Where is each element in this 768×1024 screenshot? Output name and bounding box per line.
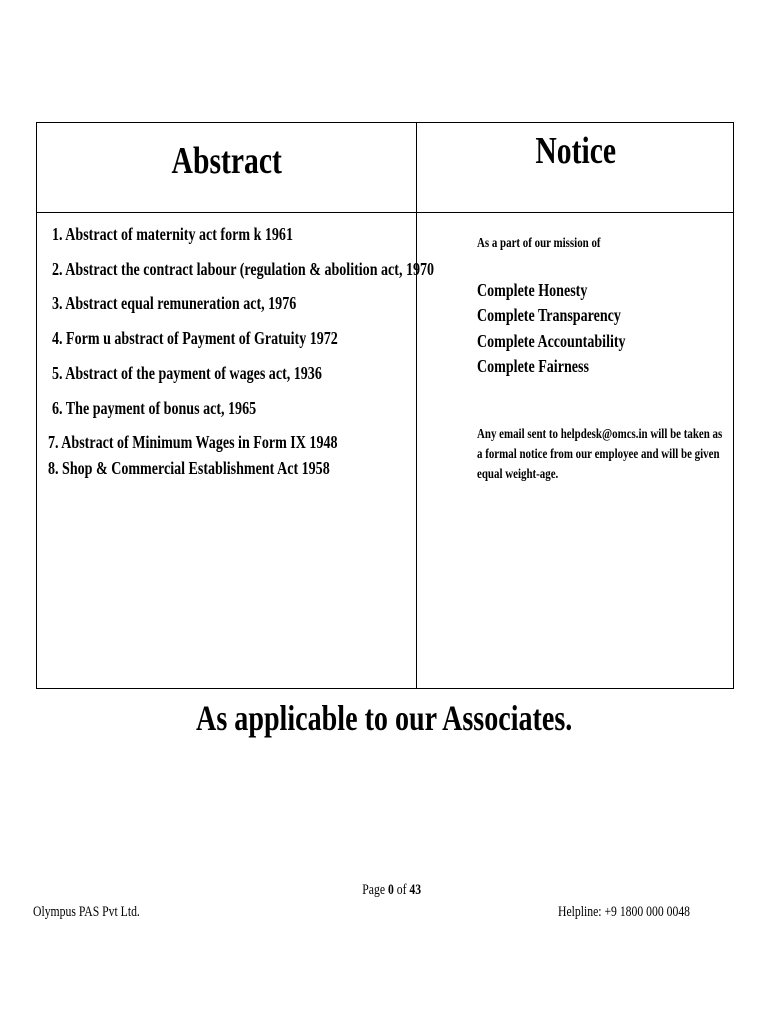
notice-value: Complete Fairness	[477, 356, 589, 376]
column-divider	[416, 123, 417, 688]
associates-tagline: As applicable to our Associates.	[195, 698, 573, 738]
page-of: of	[397, 882, 407, 898]
header-divider	[37, 212, 733, 213]
email-notice-text: Any email sent to helpdesk@omcs.in will be taken as a formal notice from our employee and will be given equal weight-age.	[477, 427, 723, 482]
notice-heading: Notice	[535, 130, 616, 172]
abstract-heading: Abstract	[171, 140, 282, 182]
page-number	[0, 880, 768, 900]
notice-value: Complete Honesty	[477, 280, 588, 300]
page-total: 43	[409, 882, 422, 898]
abstract-item: 8. Shop & Commercial Establishment Act 1958	[48, 458, 330, 478]
abstract-item: 2. Abstract the contract labour (regulation & abolition act, 1970	[52, 259, 435, 279]
abstract-item: 4. Form u abstract of Payment of Gratuity 1972	[52, 328, 338, 348]
abstract-item: 5. Abstract of the payment of wages act, 1936	[52, 363, 322, 383]
notice-value: Complete Transparency	[477, 305, 621, 325]
page-current: 0	[388, 882, 395, 898]
abstract-item: 3. Abstract equal remuneration act, 1976	[52, 293, 297, 313]
abstract-item: 6. The payment of bonus act, 1965	[52, 398, 257, 418]
notice-value: Complete Accountability	[477, 331, 626, 351]
page-prefix: Page	[362, 882, 386, 898]
helpline-number: Helpline: +9 1800 000 0048	[558, 904, 691, 920]
company-name: Olympus PAS Pvt Ltd.	[33, 904, 140, 920]
abstract-item: 1. Abstract of maternity act form k 1961	[52, 224, 293, 244]
abstract-item: 7. Abstract of Minimum Wages in Form IX 1948	[48, 432, 338, 452]
notice-intro: As a part of our mission of	[477, 236, 601, 251]
